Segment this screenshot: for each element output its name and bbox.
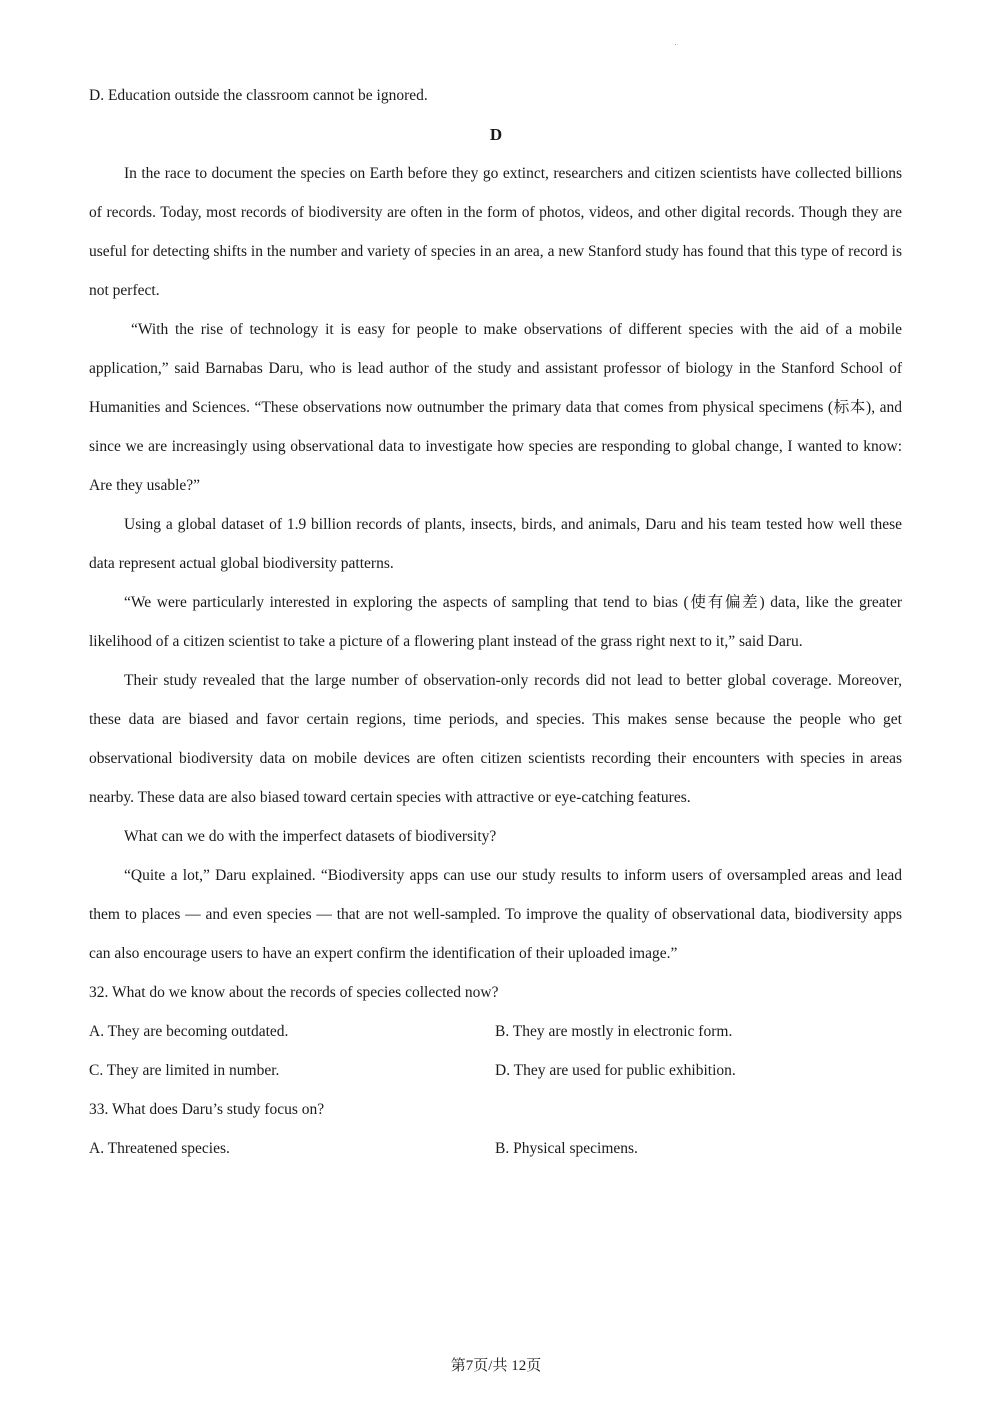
paragraph-4: “We were particularly interested in exploring the aspects of sampling that tend to bias (使有偏差) data, like the greater likelihood of a citizen scientist to take a picture of a flowering plant instead of the grass right next to it,” said Daru. — [89, 594, 902, 650]
question-32-option-a: A. They are becoming outdated. — [89, 1023, 289, 1040]
paragraph-5: Their study revealed that the large number of observation-only records did not lead to better global coverage. Moreover, these data are biased and favor certain regions, time periods, and species. This makes sense because the people who get observational biodiversity data on mobile devices are often citizen scientists recording their encounters with species in areas nearby. These data are also biased toward certain species with attractive or eye-catching features. — [89, 672, 902, 806]
passage-body — [89, 154, 902, 1168]
question-33-option-a: A. Threatened species. — [89, 1140, 230, 1157]
page-footer: 第7页/共 12页 — [450, 1358, 542, 1374]
paragraph-1: In the race to document the species on Earth before they go extinct, researchers and citizen scientists have collected billions of records. Today, most records of biodiversity are often in the form of photos, videos, and other digital records. Though they are useful for detecting shifts in the number and variety of species in an area, a new Stanford study has found that this type of record is not perfect. — [89, 165, 902, 299]
question-32-option-c: C. They are limited in number. — [89, 1062, 280, 1079]
section-title: D — [489, 125, 503, 144]
paragraph-7: “Quite a lot,” Daru explained. “Biodiversity apps can use our study results to inform users of oversampled areas and lead them to places — and even species — that are not well-sampled. To improve the quality of observational data, biodiversity apps can also encourage users to have an expert confirm the identification of their uploaded image.” — [89, 867, 902, 962]
question-32-option-b: B. They are mostly in electronic form. — [495, 1023, 733, 1040]
question-32-options-row-2 — [89, 1051, 902, 1090]
question-33-option-b: B. Physical specimens. — [495, 1140, 638, 1157]
question-33-stem: 33. What does Daru’s study focus on? — [89, 1101, 325, 1118]
question-32-option-d: D. They are used for public exhibition. — [495, 1062, 736, 1079]
question-33-options-row-1 — [89, 1129, 902, 1168]
question-32-options-row-1 — [89, 1012, 902, 1051]
paragraph-2: “With the rise of technology it is easy for people to make observations of different species with the aid of a mobile application,” said Barnabas Daru, who is lead author of the study and assistant professor of biology in the Stanford School of Humanities and Sciences. “These observations now outnumber the primary data that comes from physical specimens (标本), and since we are increasingly using observational data to investigate how species are responding to global change, I wanted to know: Are they usable?” — [89, 321, 902, 494]
question-32-stem: 32. What do we know about the records of species collected now? — [89, 984, 499, 1001]
paragraph-6: What can we do with the imperfect datasets of biodiversity? — [124, 828, 497, 845]
scan-dot — [675, 44, 676, 45]
paragraph-3: Using a global dataset of 1.9 billion records of plants, insects, birds, and animals, Daru and his team tested how well these data represent actual global biodiversity patterns. — [89, 516, 902, 572]
previous-question-option: D. Education outside the classroom cannot be ignored. — [89, 87, 428, 104]
